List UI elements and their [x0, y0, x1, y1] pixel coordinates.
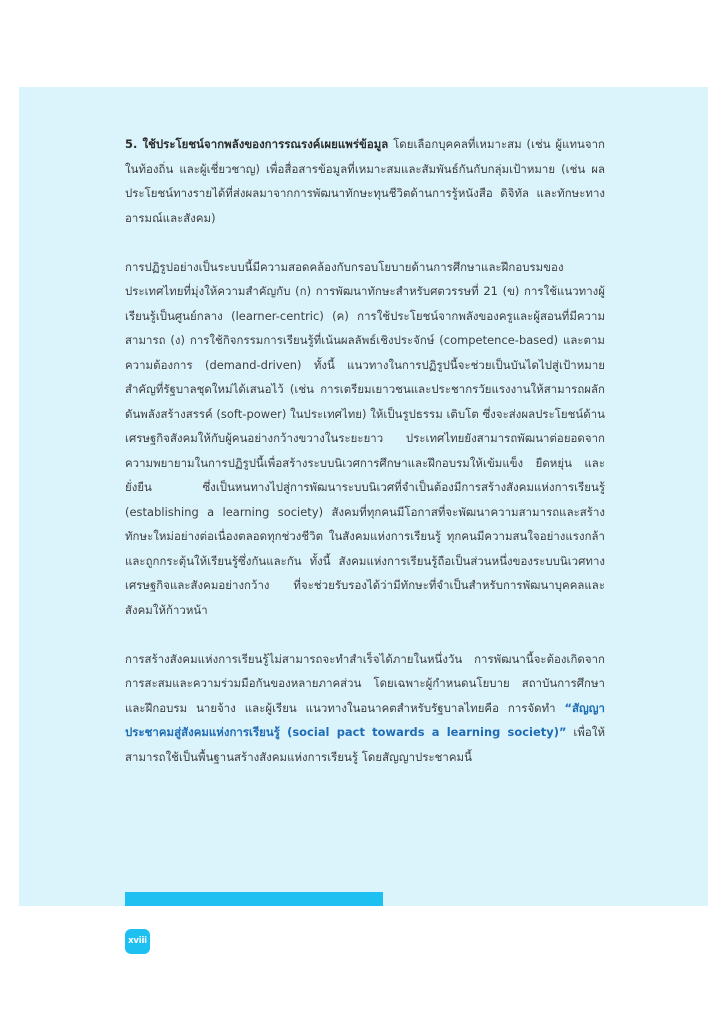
paragraph-text: การปฏิรูปอย่างเป็นระบบนี้มีความสอดคล้องกับกรอบโยบายด้านการศึกษาและฝึกอบรมของประเทศไทยที่มุ่งให้ความสำคัญกับ (ก) การพัฒนาทักษะสำหรับศตวรรษที่ 21 (ข) การใช้แนวทางผู้เรียนรู้เป็นศูนย์กลาง (learner-centric) (ค) การใช้ประโยชน์จากพลังของครูและผู้สอนที่มีความสามารถ (ง) การใช้กิจกรรมการเรียนรู้ที่เน้นผลลัพธ์เชิงประจักษ์ (competence-based) และตามความต้องการ (demand-driven) ทั้งนี้ แนวทางในการปฏิรูปนี้จะช่วยเป็นบันไดไปสู่เป้าหมายสำคัญที่รัฐบาลชุดใหม่ได้เสนอไว้ (เช่น การเตรียมเยาวชนและประชากรวัยแรงงานให้สามารถผลักดันพลังสร้างสรรค์ (soft-power) ในประเทศไทย) ให้เป็นรูปธรรม เติบโต ซึ่งจะส่งผลประโยชน์ด้านเศรษฐกิจสังคมให้กับผู้คนอย่างกว้างขวางในระยะยาว ประเทศไทยยังสามารถพัฒนาต่อยอดจากความพยายามในการปฏิรูปนี้เพื่อสร้างระบบนิเวศการศึกษาและฝึกอบรมให้เข้มแข็ง ยืดหยุ่น และยั่งยืน ซึ่งเป็นหนทางไปสู่การพัฒนาระบบนิเวศที่จำเป็นต้องมีการสร้างสังคมแห่งการเรียนรู้ (establishing a learning society) สังคมที่ทุกคนมีโอกาสที่จะพัฒนาความสามารถและสร้างทักษะใหม่อย่างต่อเนื่องตลอดทุกช่วงชีวิต ในสังคมแห่งการเรียนรู้ ทุกคนมีความสนใจอย่างแรงกล้าและถูกกระตุ้นให้เรียนรู้ซึ่งกันและกัน ทั้งนี้ สังคมแห่งการเรียนรู้ถือเป็นส่วนหนึ่งของระบบนิเวศทางเศรษฐกิจและสังคมอย่างกว้าง ที่จะช่วยรับรองได้ว่ามีทักษะที่จำเป็นสำหรับการพัฒนาบุคคลและสังคมให้ก้าวหน้า	[125, 259, 605, 617]
paragraph-campaign-item	[125, 132, 605, 230]
item-heading: 5. ใช้ประโยชน์จากพลังของการรณรงค์เผยแพร่ข้อมูล	[125, 137, 389, 151]
paragraph-learning-society	[125, 647, 605, 770]
paragraph-text: เพื่อให้สามารถใช้เป็นพื้นฐานสร้างสังคมแห่งการเรียนรู้ โดยสัญญาประชาคมนี้	[125, 725, 605, 764]
document-body	[125, 132, 605, 794]
paragraph-text: โดยเลือกบุคคลที่เหมาะสม (เช่น ผู้แทนจากในท้องถิ่น และผู้เชี่ยวชาญ) เพื่อสื่อสารข้อมูลที่เหมาะสมและสัมพันธ์กันกับกลุ่มเป้าหมาย (เช่น ผลประโยชน์ทางรายได้ที่ส่งผลมาจากการพัฒนาทักษะทุนชีวิตด้านการรู้หนังสือ ดิจิทัล และทักษะทางอารมณ์และสังคม)	[125, 137, 605, 225]
paragraph-text: การสร้างสังคมแห่งการเรียนรู้ไม่สามารถจะทำสำเร็จได้ภายในหนึ่งวัน การพัฒนานี้จะต้องเกิดจากการสะสมและความร่วมมือกันของหลายภาคส่วน โดยเฉพาะผู้กำหนดนโยบาย สถาบันการศึกษาและฝึกอบรม นายจ้าง และผู้เรียน แนวทางในอนาคตสำหรับรัฐบาลไทยคือ การจัดทำ	[125, 651, 605, 715]
accent-bar	[125, 892, 383, 906]
page-number-badge: xviii	[125, 929, 150, 954]
paragraph-reform-alignment	[125, 255, 605, 623]
social-pact-highlight: “สัญญาประชาคมสู่สังคมแห่งการเรียนรู้ (social pact towards a learning society)”	[125, 700, 605, 739]
